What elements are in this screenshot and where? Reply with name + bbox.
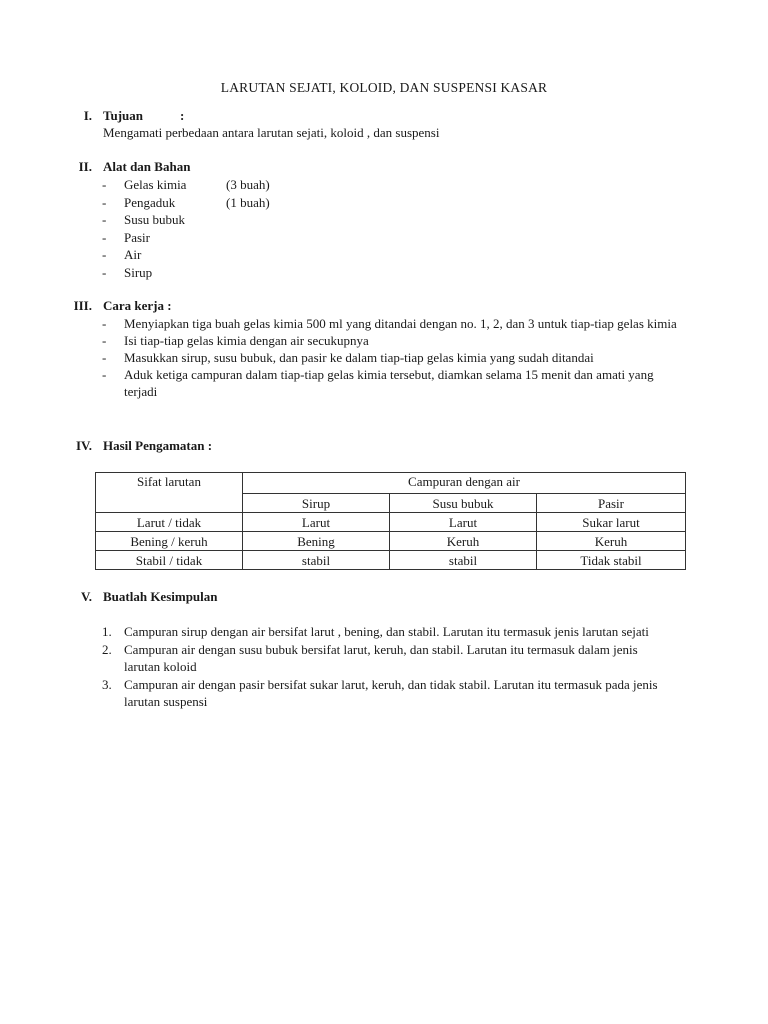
- section-title: Hasil Pengamatan :: [103, 438, 213, 453]
- table-cell: Keruh: [390, 532, 537, 551]
- list-item: 3. Campuran air dengan pasir bersifat sukar larut, keruh, dan tidak stabil. Larutan itu termasuk pada jenis larutan suspensi: [102, 677, 658, 709]
- tujuan-text: Mengamati perbedaan antara larutan sejati, koloid , dan suspensi: [103, 125, 440, 140]
- list-item: - Aduk ketiga campuran dalam tiap-tiap gelas kimia tersebut, diamkan selama 15 menit dan amati yang terjadi: [102, 367, 654, 399]
- table-cell: Larut / tidak: [96, 513, 243, 532]
- table-subheader: Pasir: [537, 494, 686, 513]
- table-header-campuran: Campuran dengan air: [243, 473, 686, 494]
- table-row: [96, 532, 686, 551]
- list-item: - Air: [102, 247, 142, 262]
- list-item: - Menyiapkan tiga buah gelas kimia 500 ml yang ditandai dengan no. 1, 2, dan 3 untuk tiap-tiap gelas kimia: [102, 316, 677, 331]
- table-cell: Sukar larut: [537, 513, 686, 532]
- cara-steps: [98, 315, 678, 400]
- table-subheader: Susu bubuk: [390, 494, 537, 513]
- section-number: IV.: [75, 438, 92, 453]
- table-cell: stabil: [243, 551, 390, 570]
- list-item: - Pengaduk (1 buah): [102, 194, 270, 210]
- list-item: 1. Campuran sirup dengan air bersifat larut , bening, dan stabil. Larutan itu termasuk jenis larutan sejati: [102, 624, 649, 639]
- kesimpulan-list: [98, 623, 658, 711]
- section-title: Cara kerja :: [103, 298, 172, 313]
- table-cell: Keruh: [537, 532, 686, 551]
- table-cell: Stabil / tidak: [96, 551, 243, 570]
- list-item: - Susu bubuk: [102, 212, 186, 227]
- list-item: 2. Campuran air dengan susu bubuk bersifat larut, keruh, dan stabil. Larutan itu termasuk dalam jenis larutan koloid: [102, 642, 638, 674]
- table-cell: stabil: [390, 551, 537, 570]
- list-item: - Masukkan sirup, susu bubuk, dan pasir ke dalam tiap-tiap gelas kimia yang sudah ditandai: [102, 350, 594, 365]
- table-row: [96, 513, 686, 532]
- results-table: [95, 472, 686, 570]
- tujuan-colon: :: [180, 108, 185, 123]
- table-cell: Larut: [390, 513, 537, 532]
- section-title: Alat dan Bahan: [103, 159, 191, 174]
- list-item: - Isi tiap-tiap gelas kimia dengan air secukupnya: [102, 333, 369, 348]
- document-title: LARUTAN SEJATI, KOLOID, DAN SUSPENSI KASAR: [220, 80, 548, 95]
- table-subheader: Sirup: [243, 494, 390, 513]
- table-row: [96, 551, 686, 570]
- list-item: - Sirup: [102, 264, 153, 280]
- table-cell: Bening / keruh: [96, 532, 243, 551]
- section-number: III.: [73, 298, 92, 313]
- table-cell: Larut: [243, 513, 390, 532]
- alat-list: [98, 176, 270, 281]
- section-title: Buatlah Kesimpulan: [103, 589, 218, 604]
- table-cell: Bening: [243, 532, 390, 551]
- list-item: - Pasir: [102, 229, 150, 245]
- section-number: V.: [81, 589, 92, 604]
- section-title: Tujuan: [103, 108, 143, 123]
- section-number: I.: [83, 108, 92, 123]
- section-number: II.: [78, 159, 92, 174]
- list-item: - Gelas kimia (3 buah): [102, 177, 270, 192]
- table-header-sifat: Sifat larutan: [96, 473, 243, 513]
- table-cell: Tidak stabil: [537, 551, 686, 570]
